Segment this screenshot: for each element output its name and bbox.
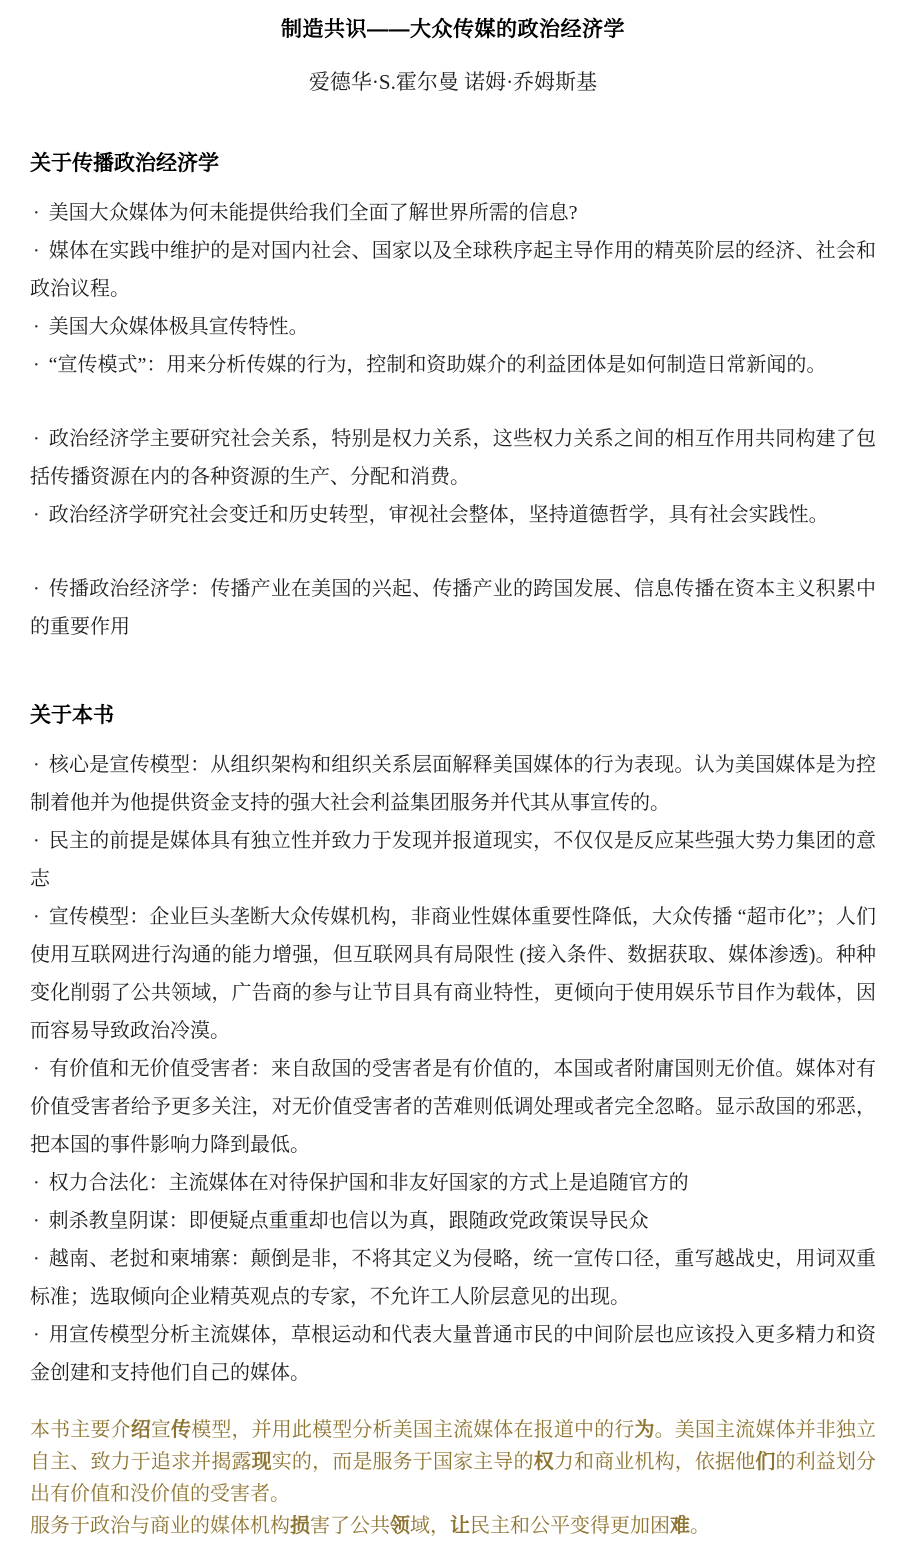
bullet-marker: · (33, 1324, 40, 1346)
bullet-text: 政治经济学主要研究社会关系，特别是权力关系，这些权力关系之间的相互作用共同构建了包括传播资源在内的各种资源的生产、分配和消费。 (30, 428, 876, 488)
bullet-marker: · (33, 202, 40, 224)
bullet-text: 宣传模型：企业巨头垄断大众传媒机构，非商业性媒体重要性降低，大众传播 “超市化”；人们使用互联网进行沟通的能力增强，但互联网具有局限性 (接入条件、数据获取、媒体渗透)。种种变化削弱了公共领域，广告商的参与让节目具有商业特性，更倾向于使用娱乐节目作为载体，因而容易导致政治冷漠。 (30, 906, 876, 1042)
bullet-marker: · (33, 1172, 40, 1194)
summary-paragraph: 服务于政治与商业的媒体机构损害了公共领域，让民主和公平变得更加困难。 (30, 1515, 710, 1537)
bullet-group (30, 194, 876, 384)
bullet-item (30, 308, 876, 346)
bullet-item (30, 570, 876, 646)
bullet-marker: · (33, 428, 40, 450)
document-sections (30, 150, 876, 1392)
summary-block (30, 1414, 876, 1542)
bullet-group (30, 746, 876, 1392)
bullet-text: 媒体在实践中维护的是对国内社会、国家以及全球秩序起主导作用的精英阶层的经济、社会和政治议程。 (30, 240, 876, 300)
bullet-text: 美国大众媒体为何未能提供给我们全面了解世界所需的信息? (48, 202, 578, 224)
bullet-group (30, 570, 876, 646)
bullet-marker: · (33, 1058, 40, 1080)
bullet-group (30, 420, 876, 534)
bullet-text: 有价值和无价值受害者：来自敌国的受害者是有价值的，本国或者附庸国则无价值。媒体对有价值受害者给予更多关注，对无价值受害者的苦难则低调处理或者完全忽略。显示敌国的邪恶，把本国的事件影响力降到最低。 (30, 1058, 876, 1156)
bullet-item (30, 822, 876, 898)
bullet-item (30, 1316, 876, 1392)
bullet-marker: · (33, 830, 40, 852)
section-heading: 关于传播政治经济学 (30, 152, 219, 175)
bullet-item (30, 346, 876, 384)
bullet-text: 权力合法化：主流媒体在对待保护国和非友好国家的方式上是追随官方的 (48, 1172, 689, 1194)
bullet-item (30, 1240, 876, 1316)
bullet-text: 用宣传模型分析主流媒体，草根运动和代表大量普通市民的中间阶层也应该投入更多精力和资金创建和支持他们自己的媒体。 (30, 1324, 876, 1384)
bullet-marker: · (33, 316, 40, 338)
bullet-marker: · (33, 1210, 40, 1232)
bullet-item (30, 746, 876, 822)
bullet-marker: · (33, 906, 40, 928)
bullet-text: “宣传模式”：用来分析传媒的行为，控制和资助媒介的利益团体是如何制造日常新闻的。 (48, 354, 827, 376)
section-heading: 关于本书 (30, 704, 114, 727)
bullet-marker: · (33, 1248, 40, 1270)
document-page (0, 16, 906, 1542)
bullet-item (30, 1164, 876, 1202)
bullet-text: 民主的前提是媒体具有独立性并致力于发现并报道现实，不仅仅是反应某些强大势力集团的意志 (30, 830, 876, 890)
bullet-item (30, 496, 876, 534)
bullet-marker: · (33, 504, 40, 526)
bullet-marker: · (33, 754, 40, 776)
bullet-marker: · (33, 240, 40, 262)
summary-paragraph: 本书主要介绍宣传模型，并用此模型分析美国主流媒体在报道中的行为。美国主流媒体并非独立自主、致力于追求并揭露现实的，而是服务于国家主导的权力和商业机构，依据他们的利益划分出有价值和没价值的受害者。 (30, 1419, 877, 1505)
document-authors: 爱德华·S.霍尔曼 诺姆·乔姆斯基 (308, 70, 598, 94)
bullet-text: 刺杀教皇阴谋：即便疑点重重却也信以为真，跟随政党政策误导民众 (48, 1210, 649, 1232)
bullet-text: 美国大众媒体极具宣传特性。 (48, 316, 309, 338)
bullet-item (30, 1050, 876, 1164)
bullet-marker: · (33, 578, 40, 600)
bullet-text: 政治经济学研究社会变迁和历史转型，审视社会整体，坚持道德哲学，具有社会实践性。 (48, 504, 829, 526)
bullet-text: 传播政治经济学：传播产业在美国的兴起、传播产业的跨国发展、信息传播在资本主义积累中的重要作用 (30, 578, 876, 638)
bullet-text: 核心是宣传模型：从组织架构和组织关系层面解释美国媒体的行为表现。认为美国媒体是为控制着他并为他提供资金支持的强大社会利益集团服务并代其从事宣传的。 (30, 754, 876, 814)
bullet-item (30, 898, 876, 1050)
bullet-item (30, 420, 876, 496)
bullet-item (30, 194, 876, 232)
document-title: 制造共识——大众传媒的政治经济学 (281, 18, 625, 41)
bullet-text: 越南、老挝和柬埔寨：颠倒是非，不将其定义为侵略，统一宣传口径，重写越战史，用词双重标准；选取倾向企业精英观点的专家，不允许工人阶层意见的出现。 (30, 1248, 876, 1308)
bullet-item (30, 1202, 876, 1240)
bullet-marker: · (33, 354, 40, 376)
bullet-item (30, 232, 876, 308)
